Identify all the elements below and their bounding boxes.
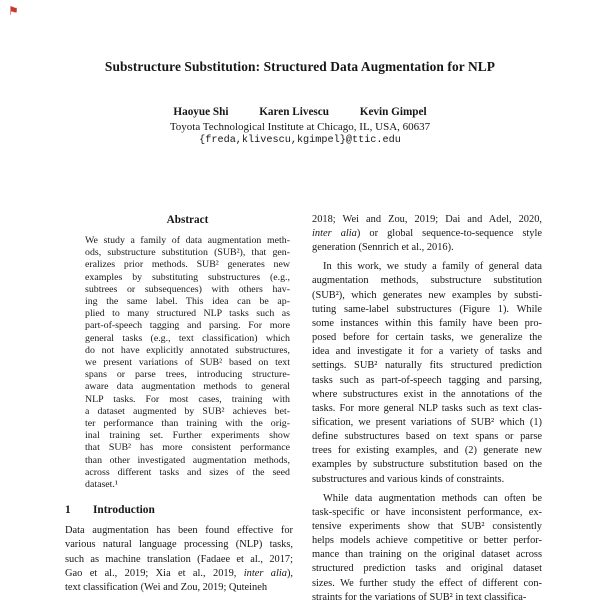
text-line: In this work, we study a family of general data (323, 261, 542, 273)
text-line: tensive experiments show that SUB² consistently (312, 520, 542, 532)
author-name: Karen Livescu (259, 106, 329, 118)
text-line: task-specific or have inconsistent performance, ex- (312, 506, 542, 518)
text-line: substructures and various kinds of constraints. (312, 473, 505, 485)
text-line: general tasks (e.g., text classification) which (85, 332, 290, 344)
left-column (65, 212, 293, 600)
intro-paragraph (65, 524, 293, 595)
text-line: inal training set. Further experiments show (85, 430, 290, 442)
text-line: plied to many structured NLP tasks such as (85, 308, 290, 320)
text-line: than other investigated augmentation methods, (85, 454, 290, 466)
email-line: {freda,klivescu,kgimpel}@ttic.edu (199, 135, 401, 146)
text-line: settings. SUB² naturally fits structured prediction (312, 360, 542, 372)
text-line: tasks. For more general NLP tasks such as text clas- (312, 402, 542, 414)
corner-mark-icon: ⚑ (8, 4, 19, 18)
text-line: such as machine translation (Fadaee et al., 2017; (65, 553, 293, 565)
text-line: part-of-speech tagging and parsing. For more (85, 320, 290, 332)
text-line: that SUB² has more consistent performance (85, 442, 290, 454)
affiliation: Toyota Technological Institute at Chicago, IL, USA, 60637 (169, 121, 431, 133)
text-line: generation (Sennrich et al., 2016). (312, 242, 454, 254)
text-line: Data augmentation has been found effective for (65, 525, 293, 537)
text-line: ter performance than training with the orig- (85, 418, 290, 430)
author-name: Haoyue Shi (173, 106, 229, 118)
right-column (312, 212, 542, 600)
text-line: text classification (Wei and Zou, 2019; Quteineh (65, 581, 268, 593)
text-line: eralizes prior methods. SUB² generates new (85, 259, 290, 271)
two-column-body (65, 212, 542, 600)
authors-row (0, 106, 600, 118)
text-line: tasks such as part-of-speech tagging and parsing, (312, 374, 542, 386)
text-line: augmentation methods, substructure substitution (312, 275, 542, 287)
text-line: a dataset augmented by SUB² achieves bet- (85, 405, 290, 417)
text-line: inter alia) or global sequence-to-sequence style (312, 228, 542, 240)
text-line: mance than training on the original dataset across (312, 549, 542, 561)
abstract-heading: Abstract (166, 214, 209, 226)
section-title: Introduction (93, 504, 155, 517)
text-line: 2018; Wei and Zou, 2019; Dai and Adel, 2020, (312, 214, 542, 225)
text-line: where substructures exist in the annotations of the (312, 388, 542, 400)
text-line: various natural language processing (NLP) tasks, (65, 539, 293, 551)
text-line: structured prediction tasks and original dataset (312, 563, 542, 575)
text-line: We study a family of data augmentation meth- (85, 235, 290, 246)
text-line: helps models achieve competitive or better perfor- (312, 535, 542, 547)
body-paragraph (312, 260, 542, 487)
text-line: ing the same label. This idea can be ap- (85, 296, 290, 308)
author-name: Kevin Gimpel (359, 106, 427, 118)
text-line: NLP tasks. For most cases, training with (85, 393, 290, 405)
text-line: examples by substructure substitution based on the (312, 459, 542, 471)
section-number: 1 (65, 504, 71, 517)
text-line: spans or parse trees, introducing structure- (85, 369, 290, 381)
text-line: define substructures based on text spans or parse (312, 431, 542, 443)
text-line: idea and investigate it for a variety of tasks and (312, 346, 542, 358)
text-line: Gao et al., 2019; Xia et al., 2019, inter alia), (65, 567, 293, 579)
text-line: examples by substituting substructures (e.g., (85, 271, 290, 283)
text-line: tuting same-label substructures (Figure 1). While (312, 303, 542, 315)
text-line: posed before for certain tasks, we generalize the (312, 332, 542, 344)
text-line: aware data augmentation methods to general (85, 381, 290, 393)
abstract-body (85, 235, 290, 491)
paper-title: Substructure Substitution: Structured Data Augmentation for NLP (104, 59, 496, 74)
text-line: trees for existing examples, and (2) generate new (312, 445, 542, 457)
body-paragraph (312, 492, 542, 600)
text-line: ods, substructure substitution (SUB²), that gen- (85, 247, 290, 259)
text-line: sification, we present variations of SUB² which (1) (312, 416, 542, 428)
text-line: (SUB²), which generates new examples by substi- (312, 289, 542, 301)
text-line: some instances within this family have been pro- (312, 317, 542, 329)
text-line: do not have explicitly annotated substructures, (85, 344, 290, 356)
text-line: across different tasks and sizes of the seed (85, 466, 290, 478)
text-line: While data augmentation methods can often be (323, 492, 542, 504)
text-line: dataset.¹ (85, 479, 118, 491)
section-heading (65, 504, 293, 516)
text-line: we present variations of SUB² based on text (85, 357, 290, 369)
text-line: subtrees or subsequences) with others hav- (85, 283, 290, 295)
text-line: sizes. We further study the effect of different con- (312, 577, 542, 589)
text-line: straints for the variations of SUB² in text classifica- (312, 591, 527, 600)
body-paragraph (312, 213, 542, 255)
